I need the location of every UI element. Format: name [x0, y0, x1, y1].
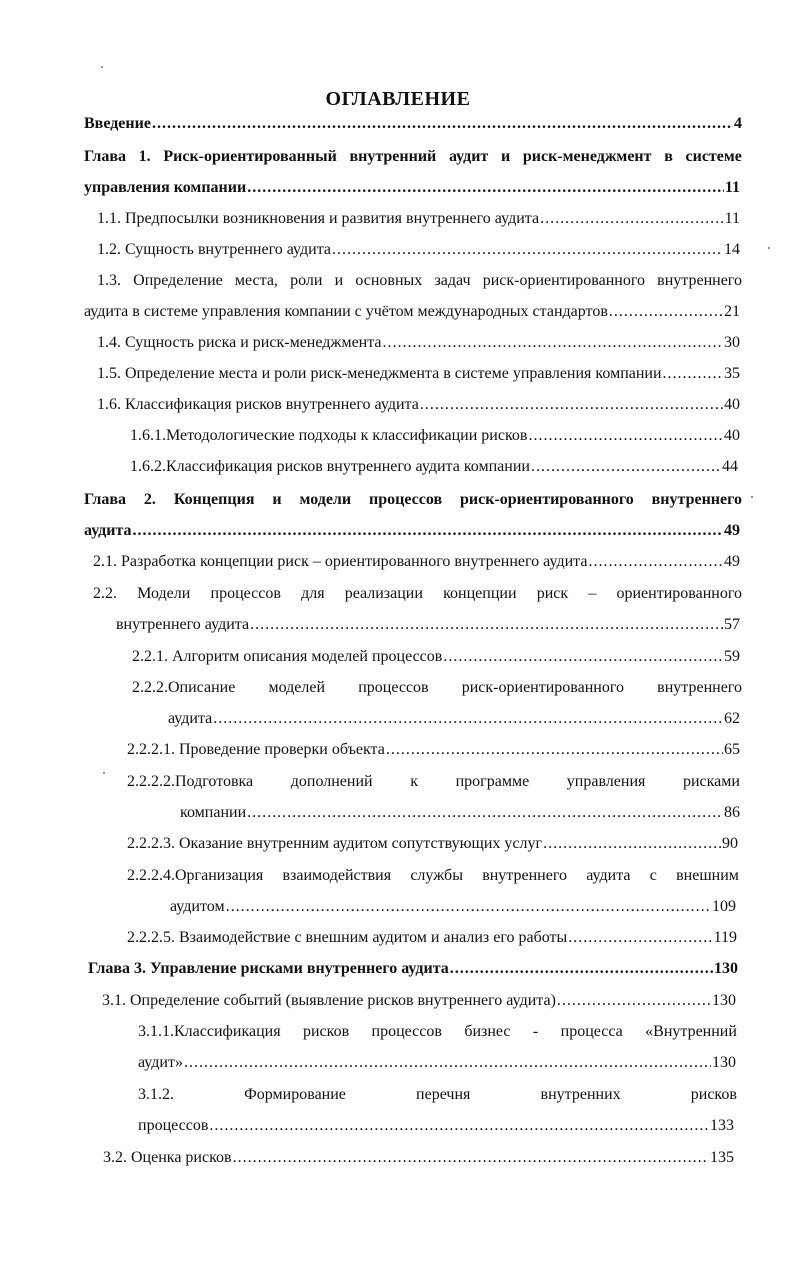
scan-speck	[768, 247, 770, 249]
toc-entry-ch1-line2: управления компании ..... 11	[84, 178, 740, 198]
entry-page: 11	[724, 179, 740, 196]
toc-entry-1-2: 1.2. Сущность внутреннего аудита ..... 14	[97, 240, 740, 260]
toc-entry-3-1-2-line2: процессов ..... 133	[138, 1116, 734, 1136]
scan-speck	[103, 772, 105, 774]
toc-entry-3-1: 3.1. Определение событий (выявление рисков внутреннего аудита) ..... 130	[102, 991, 736, 1011]
toc-entry-ch3: Глава 3. Управление рисками внутреннего аудита ..... 130	[88, 959, 738, 979]
toc-entry-3-1-1-line2: аудит» ..... 130	[138, 1053, 736, 1073]
toc-entry-ch1-line1: Глава 1. Риск-ориентированный внутренний аудит и риск-менеджмент в системе	[84, 148, 742, 165]
toc-entry-3-1-1-line1: 3.1.1.Классификация рисков процессов бизнес - процесса «Внутренний	[138, 1023, 737, 1040]
toc-entry-2-2-2-2-line1: 2.2.2.2.Подготовка дополнений к программе управления рисками	[127, 773, 740, 790]
toc-entry-2-2-1: 2.2.1. Алгоритм описания моделей процессов ..... 59	[132, 647, 740, 667]
toc-entry-3-2: 3.2. Оценка рисков ..... 135	[103, 1148, 734, 1168]
toc-entry-2-2-2-5: 2.2.2.5. Взаимодействие с внешним аудитом и анализ его работы ..... 119	[127, 928, 737, 948]
toc-entry-2-1: 2.1. Разработка концепции риск – ориентированного внутреннего аудита ..... 49	[93, 552, 740, 572]
toc-entry-intro	[84, 114, 742, 134]
toc-entry-2-2-2-4-line2: аудитом ..... 109	[170, 897, 736, 917]
toc-entry-2-2-2-line2: аудита ..... 62	[168, 709, 740, 729]
entry-text: Введение	[84, 115, 151, 132]
toc-entry-1-6: 1.6. Классификация рисков внутреннего аудита ..... 40	[97, 395, 740, 415]
toc-entry-2-2-2-4-line1: 2.2.2.4.Организация взаимодействия службы внутреннего аудита с внешним	[127, 867, 739, 884]
scan-speck	[101, 66, 103, 68]
toc-entry-1-6-2: 1.6.2.Классификация рисков внутреннего аудита компании ..... 44	[130, 457, 738, 477]
toc-entry-1-6-1: 1.6.1.Методологические подходы к классификации рисков ..... 40	[130, 426, 740, 446]
toc-entry-2-2-2-1: 2.2.2.1. Проведение проверки объекта ..... 65	[127, 740, 740, 760]
toc-entry-2-2-line1: 2.2. Модели процессов для реализации концепции риск – ориентированного	[93, 585, 742, 602]
entry-page: 4	[734, 115, 742, 132]
toc-entry-1-3-line1: 1.3. Определение места, роли и основных задач риск-ориентированного внутреннего	[97, 272, 742, 289]
toc-entry-3-1-2-line1: 3.1.2. Формирование перечня внутренних рисков	[138, 1086, 737, 1103]
toc-entry-1-1: 1.1. Предпосылки возникновения и развития внутреннего аудита ..... 11	[97, 209, 740, 229]
toc-entry-1-4: 1.4. Сущность риска и риск-менеджмента ..... 30	[97, 333, 740, 353]
page-title: ОГЛАВЛЕНИЕ	[325, 88, 471, 110]
toc-entry-2-2-2-2-line2: компании ..... 86	[180, 803, 740, 823]
toc-entry-2-2-2-3: 2.2.2.3. Оказание внутренним аудитом сопутствующих услуг ..... 90	[127, 834, 738, 854]
scan-speck	[751, 496, 753, 498]
toc-entry-1-5: 1.5. Определение места и роли риск-менеджмента в системе управления компании ..... 35	[97, 364, 740, 384]
toc-entry-ch2-line1: Глава 2. Концепция и модели процессов риск-ориентированного внутреннего	[84, 491, 742, 508]
toc-entry-ch2-line2: аудита ..... 49	[84, 521, 740, 541]
toc-entry-1-3-line2: аудита в системе управления компании с учётом международных стандартов ..... 21	[84, 302, 740, 322]
toc-entry-2-2-line2: внутреннего аудита ..... 57	[116, 615, 740, 635]
toc-entry-2-2-2-line1: 2.2.2.Описание моделей процессов риск-ориентированного внутреннего	[132, 679, 742, 696]
